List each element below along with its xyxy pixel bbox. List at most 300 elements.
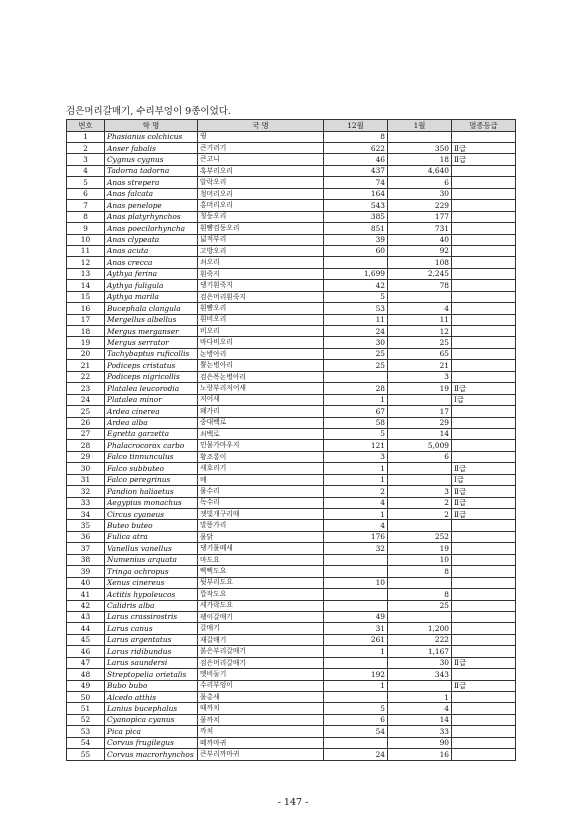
cell-grade [452,451,516,462]
cell-scientific-name: Numenius arquata [105,554,198,565]
table-row [67,749,516,760]
cell-no: 31 [67,474,105,485]
cell-january: 33 [388,726,452,737]
cell-scientific-name: Cyanopica cyanus [105,714,198,725]
cell-no: 2 [67,143,105,154]
header-january: 1월 [388,120,452,132]
cell-december: 28 [324,383,388,394]
cell-no: 27 [67,428,105,439]
cell-january: 108 [388,257,452,268]
cell-january [388,463,452,474]
table-row [67,143,516,154]
cell-no: 18 [67,326,105,337]
cell-no: 4 [67,165,105,176]
cell-january: 177 [388,211,452,222]
table-row [67,657,516,668]
cell-scientific-name: Platalea minor [105,394,198,405]
cell-december: 4 [324,497,388,508]
cell-january: 1 [388,692,452,703]
table-row [67,280,516,291]
cell-december: 31 [324,623,388,634]
cell-scientific-name: Anas crecca [105,257,198,268]
cell-grade: Ⅱ급 [452,383,516,394]
cell-december: 39 [324,234,388,245]
cell-korean-name: 논병아리 [198,348,324,359]
cell-grade [452,623,516,634]
table-row [67,383,516,394]
cell-january: 3 [388,486,452,497]
table-body [67,131,516,760]
cell-january: 78 [388,280,452,291]
cell-january: 17 [388,406,452,417]
cell-december [324,554,388,565]
cell-korean-name: 물수리 [198,486,324,497]
cell-grade [452,314,516,325]
cell-december: 32 [324,543,388,554]
cell-december: 5 [324,291,388,302]
cell-no: 11 [67,245,105,256]
cell-december: 5 [324,428,388,439]
cell-grade [452,440,516,451]
table-row [67,714,516,725]
cell-scientific-name: Anas poecilorhyncha [105,223,198,234]
cell-january: 6 [388,177,452,188]
cell-scientific-name: Tadorna tadorna [105,165,198,176]
cell-december: 1 [324,463,388,474]
cell-january: 8 [388,589,452,600]
cell-december: 176 [324,531,388,542]
cell-scientific-name: Streptopelia orietalis [105,669,198,680]
cell-grade [452,268,516,279]
cell-january: 8 [388,566,452,577]
table-row [67,360,516,371]
cell-scientific-name: Aythya marila [105,291,198,302]
cell-scientific-name: Anas acuta [105,245,198,256]
cell-no: 46 [67,646,105,657]
cell-grade: Ⅱ급 [452,680,516,691]
cell-korean-name: 때까치 [198,703,324,714]
cell-korean-name: 물까치 [198,714,324,725]
cell-january: 21 [388,360,452,371]
cell-grade [452,360,516,371]
cell-no: 44 [67,623,105,634]
cell-january [388,577,452,588]
cell-december: 25 [324,360,388,371]
cell-korean-name: 넓적부리 [198,234,324,245]
cell-january: 30 [388,188,452,199]
cell-january: 90 [388,737,452,748]
cell-no: 54 [67,737,105,748]
cell-scientific-name: Phasianus colchicus [105,131,198,142]
cell-scientific-name: Larus ridibundus [105,646,198,657]
table-row [67,326,516,337]
cell-no: 38 [67,554,105,565]
cell-korean-name: 큰기러기 [198,143,324,154]
cell-december [324,657,388,668]
table-row [67,669,516,680]
cell-grade: Ⅰ급 [452,394,516,405]
cell-scientific-name: Cygnus cygnus [105,154,198,165]
cell-grade: Ⅱ급 [452,143,516,154]
cell-no: 22 [67,371,105,382]
cell-december: 3 [324,451,388,462]
cell-korean-name: 세가락도요 [198,600,324,611]
table-row [67,223,516,234]
cell-december: 42 [324,280,388,291]
cell-grade [452,749,516,760]
cell-scientific-name: Pandion haliaetus [105,486,198,497]
cell-korean-name: 검은머리갈매기 [198,657,324,668]
cell-no: 51 [67,703,105,714]
cell-no: 23 [67,383,105,394]
cell-no: 45 [67,634,105,645]
cell-korean-name: 붉은부리갈매기 [198,646,324,657]
cell-december: 24 [324,326,388,337]
cell-january: 40 [388,234,452,245]
cell-scientific-name: Alcedo atthis [105,692,198,703]
cell-january: 6 [388,451,452,462]
cell-scientific-name: Anas clypeata [105,234,198,245]
table-row [67,497,516,508]
cell-january: 2 [388,509,452,520]
cell-no: 49 [67,680,105,691]
cell-scientific-name: Egretta garzetta [105,428,198,439]
cell-december: 58 [324,417,388,428]
table-row [67,200,516,211]
cell-scientific-name: Platalea leucorodia [105,383,198,394]
cell-scientific-name: Aythya ferina [105,268,198,279]
table-row [67,577,516,588]
table-header [67,120,516,132]
cell-no: 19 [67,337,105,348]
cell-december: 46 [324,154,388,165]
cell-grade [452,245,516,256]
cell-grade [452,577,516,588]
cell-korean-name: 청머리오리 [198,188,324,199]
cell-korean-name: 큰고니 [198,154,324,165]
cell-december: 121 [324,440,388,451]
cell-grade [452,543,516,554]
cell-scientific-name: Falco tinnunculus [105,451,198,462]
table-row [67,692,516,703]
cell-december [324,257,388,268]
table-row [67,737,516,748]
cell-december: 1 [324,474,388,485]
cell-december [324,737,388,748]
cell-december: 54 [324,726,388,737]
cell-no: 3 [67,154,105,165]
cell-scientific-name: Fulica atra [105,531,198,542]
cell-grade [452,337,516,348]
cell-grade [452,348,516,359]
cell-korean-name: 홍머리오리 [198,200,324,211]
cell-scientific-name: Corvus frugilegus [105,737,198,748]
cell-korean-name: 흰비오리 [198,314,324,325]
cell-korean-name: 쇠백로 [198,428,324,439]
cell-grade [452,737,516,748]
cell-korean-name: 청둥오리 [198,211,324,222]
cell-scientific-name: Larus argentatus [105,634,198,645]
table-row [67,188,516,199]
cell-no: 28 [67,440,105,451]
table-row [67,337,516,348]
cell-grade [452,726,516,737]
table-row [67,600,516,611]
cell-january [388,520,452,531]
cell-grade [452,646,516,657]
table-row [67,474,516,485]
cell-scientific-name: Mergus serrator [105,337,198,348]
table-row [67,440,516,451]
table-row [67,211,516,222]
cell-korean-name: 비오리 [198,326,324,337]
cell-korean-name: 고방오리 [198,245,324,256]
cell-no: 55 [67,749,105,760]
table-row [67,291,516,302]
cell-no: 43 [67,611,105,622]
cell-korean-name: 뒷부리도요 [198,577,324,588]
cell-december [324,600,388,611]
cell-january [388,394,452,405]
table-row [67,406,516,417]
cell-scientific-name: Anas platyrhynchos [105,211,198,222]
cell-december [324,589,388,600]
cell-december: 11 [324,314,388,325]
cell-grade [452,257,516,268]
cell-korean-name: 검은머리흰죽지 [198,291,324,302]
cell-december [324,566,388,577]
cell-no: 21 [67,360,105,371]
cell-grade [452,303,516,314]
cell-no: 14 [67,280,105,291]
cell-december: 30 [324,337,388,348]
cell-january: 4 [388,703,452,714]
cell-no: 30 [67,463,105,474]
table-row [67,371,516,382]
cell-january: 29 [388,417,452,428]
cell-korean-name: 바다비오리 [198,337,324,348]
cell-grade [452,326,516,337]
cell-no: 47 [67,657,105,668]
cell-scientific-name: Phalacrocorax carbo [105,440,198,451]
cell-january: 19 [388,543,452,554]
cell-grade [452,417,516,428]
cell-december: 2 [324,486,388,497]
cell-grade: Ⅱ급 [452,497,516,508]
cell-grade: Ⅱ급 [452,463,516,474]
cell-no: 1 [67,131,105,142]
cell-grade [452,531,516,542]
cell-scientific-name: Pica pica [105,726,198,737]
cell-december: 60 [324,245,388,256]
cell-scientific-name: Aythya fuligula [105,280,198,291]
cell-december: 49 [324,611,388,622]
intro-text: 검은머리갈매기, 수리부엉이 9종이었다. [66,106,231,117]
cell-january [388,131,452,142]
cell-no: 37 [67,543,105,554]
cell-korean-name: 댕기흰죽지 [198,280,324,291]
cell-korean-name: 멧비둘기 [198,669,324,680]
cell-grade [452,566,516,577]
cell-grade [452,554,516,565]
cell-korean-name: 잿빛개구리매 [198,509,324,520]
cell-korean-name: 검은목논병아리 [198,371,324,382]
cell-no: 7 [67,200,105,211]
table-row [67,680,516,691]
cell-january: 25 [388,337,452,348]
cell-no: 9 [67,223,105,234]
cell-january: 2 [388,497,452,508]
cell-korean-name: 흰뺨검둥오리 [198,223,324,234]
cell-scientific-name: Corvus macrorhynchos [105,749,198,760]
cell-december: 1 [324,646,388,657]
cell-grade [452,211,516,222]
cell-korean-name: 새호리기 [198,463,324,474]
cell-scientific-name: Lanius bucephalus [105,703,198,714]
cell-january: 4 [388,303,452,314]
cell-scientific-name: Mergus merganser [105,326,198,337]
cell-scientific-name: Larus crassirostris [105,611,198,622]
cell-scientific-name: Larus saundersi [105,657,198,668]
cell-korean-name: 재갈매기 [198,634,324,645]
cell-scientific-name: Ardea alba [105,417,198,428]
cell-korean-name: 물총새 [198,692,324,703]
cell-grade [452,406,516,417]
cell-january [388,291,452,302]
cell-scientific-name: Anser fabalis [105,143,198,154]
cell-december: 164 [324,188,388,199]
cell-scientific-name: Anas falcata [105,188,198,199]
table-row [67,154,516,165]
cell-january: 92 [388,245,452,256]
cell-korean-name: 댕기물떼새 [198,543,324,554]
cell-no: 39 [67,566,105,577]
cell-no: 48 [67,669,105,680]
cell-no: 36 [67,531,105,542]
cell-january: 11 [388,314,452,325]
cell-korean-name: 민물가마우지 [198,440,324,451]
cell-no: 29 [67,451,105,462]
table-row [67,531,516,542]
cell-grade [452,611,516,622]
table-row [67,257,516,268]
table-row [67,486,516,497]
cell-december: 851 [324,223,388,234]
cell-grade [452,692,516,703]
table-row [67,543,516,554]
cell-no: 42 [67,600,105,611]
table-row [67,268,516,279]
cell-grade [452,634,516,645]
cell-grade [452,669,516,680]
cell-korean-name: 삑삑도요 [198,566,324,577]
cell-korean-name: 알락오리 [198,177,324,188]
cell-january: 3 [388,371,452,382]
cell-no: 12 [67,257,105,268]
cell-scientific-name: Podiceps nigricollis [105,371,198,382]
cell-no: 32 [67,486,105,497]
cell-no: 52 [67,714,105,725]
cell-korean-name: 왜가리 [198,406,324,417]
table-row [67,177,516,188]
cell-scientific-name: Mergellus albellus [105,314,198,325]
cell-january: 222 [388,634,452,645]
table-row [67,703,516,714]
cell-january: 14 [388,428,452,439]
table-row [67,611,516,622]
cell-korean-name: 꿩 [198,131,324,142]
cell-december: 4 [324,520,388,531]
cell-scientific-name: Podiceps cristatus [105,360,198,371]
cell-december: 1 [324,394,388,405]
cell-korean-name: 황조롱이 [198,451,324,462]
cell-january: 2,245 [388,268,452,279]
header-no: 번호 [67,120,105,132]
cell-december: 53 [324,303,388,314]
cell-grade [452,165,516,176]
cell-january: 14 [388,714,452,725]
cell-korean-name: 떼까마귀 [198,737,324,748]
cell-scientific-name: Tachybaptus ruficollis [105,348,198,359]
cell-no: 50 [67,692,105,703]
table-row [67,394,516,405]
cell-grade [452,188,516,199]
header-endangered-grade: 멸종등급 [452,120,516,132]
cell-december: 6 [324,714,388,725]
cell-scientific-name: Aegypius monachus [105,497,198,508]
cell-korean-name: 혹부리오리 [198,165,324,176]
cell-grade [452,600,516,611]
cell-korean-name: 깝작도요 [198,589,324,600]
cell-grade [452,131,516,142]
cell-scientific-name: Xenus cinereus [105,577,198,588]
cell-december: 8 [324,131,388,142]
cell-korean-name: 흰뺨오리 [198,303,324,314]
cell-december: 437 [324,165,388,176]
cell-scientific-name: Ardea cinerea [105,406,198,417]
cell-korean-name: 괭이갈매기 [198,611,324,622]
table-row [67,234,516,245]
header-scientific-name: 학 명 [105,120,198,132]
table-row [67,646,516,657]
cell-grade: Ⅰ급 [452,474,516,485]
cell-january: 731 [388,223,452,234]
cell-scientific-name: Falco peregrinus [105,474,198,485]
table-row [67,554,516,565]
table-row [67,520,516,531]
cell-no: 20 [67,348,105,359]
table-row [67,348,516,359]
cell-december: 1,699 [324,268,388,279]
cell-korean-name: 갈매기 [198,623,324,634]
cell-no: 5 [67,177,105,188]
cell-december: 1 [324,509,388,520]
cell-december [324,692,388,703]
cell-no: 35 [67,520,105,531]
cell-korean-name: 수리부엉이 [198,680,324,691]
cell-scientific-name: Circus cyaneus [105,509,198,520]
table-row [67,165,516,176]
table-row [67,417,516,428]
cell-grade [452,223,516,234]
table-row [67,303,516,314]
cell-korean-name: 물닭 [198,531,324,542]
cell-korean-name: 쇠오리 [198,257,324,268]
cell-grade: Ⅱ급 [452,154,516,165]
cell-scientific-name: Calidris alba [105,600,198,611]
cell-scientific-name: Larus canus [105,623,198,634]
cell-scientific-name: Bubo bubo [105,680,198,691]
